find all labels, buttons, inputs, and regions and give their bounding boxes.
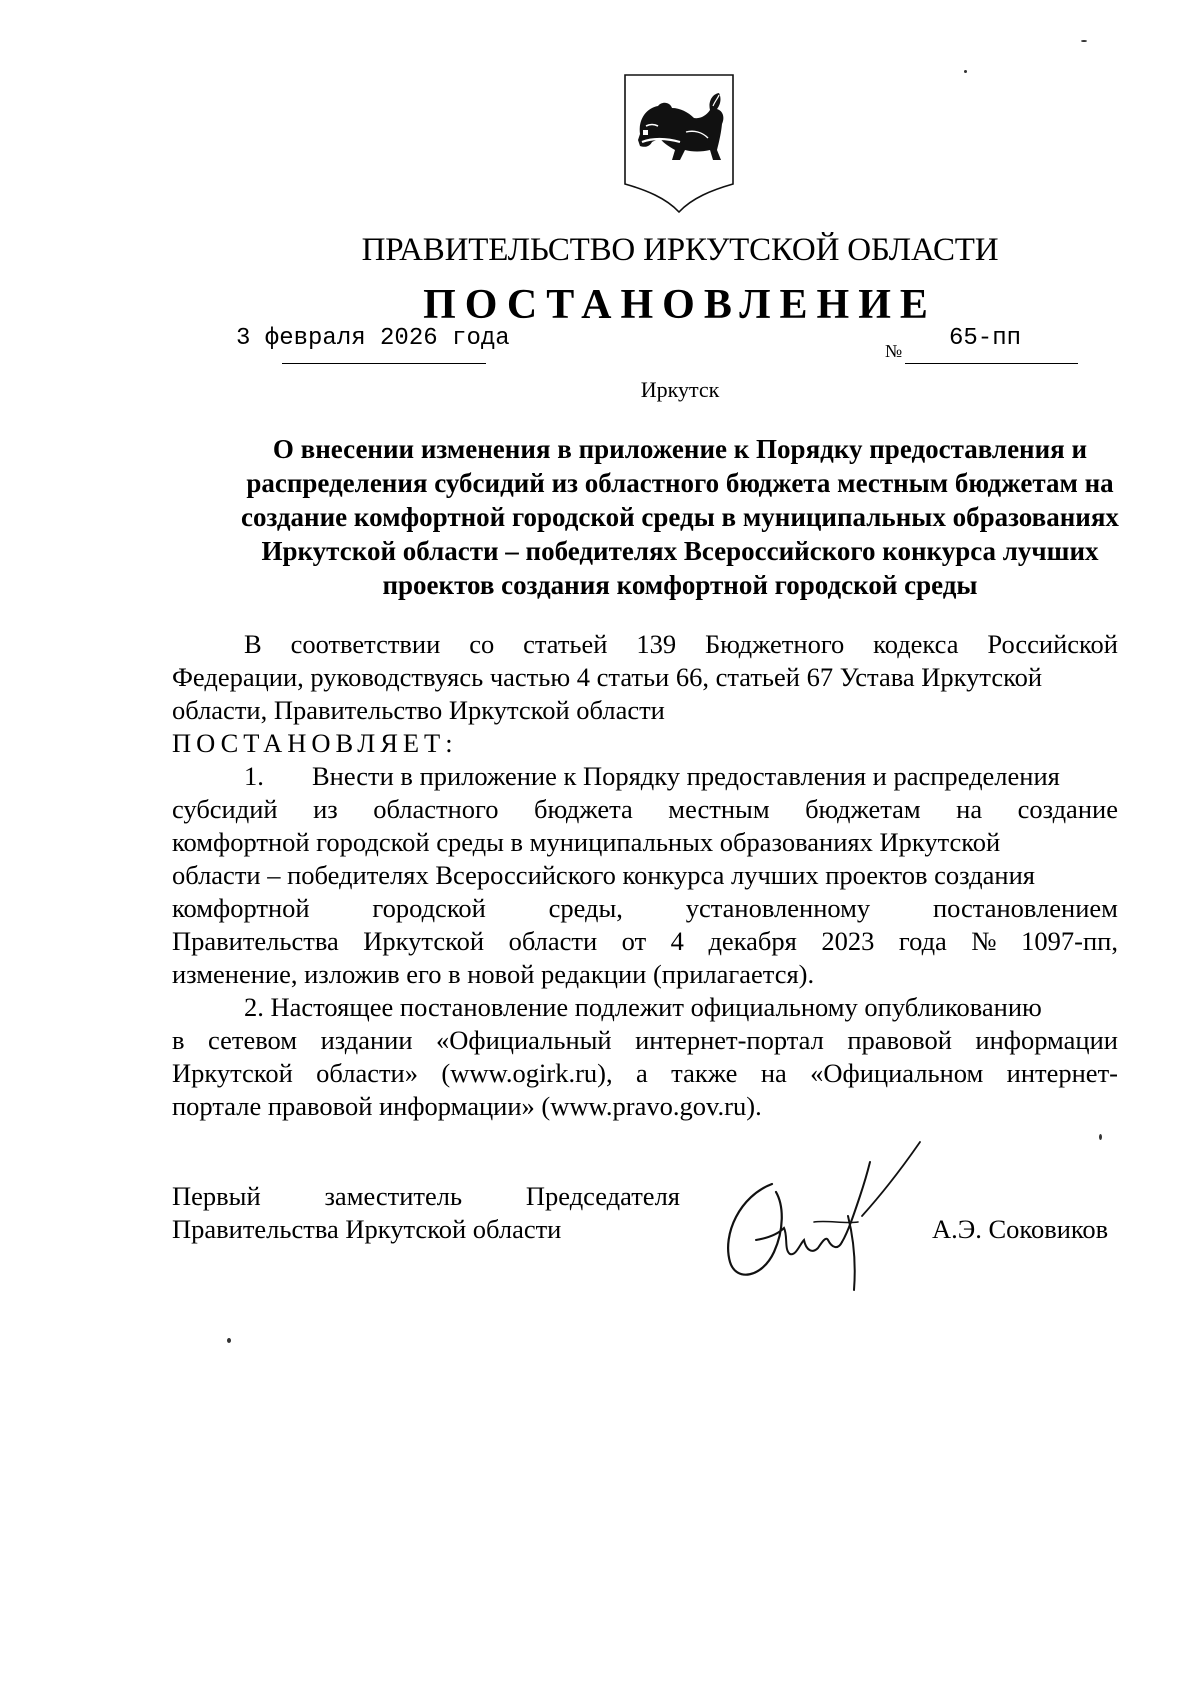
word: Первый bbox=[172, 1181, 261, 1211]
point-1-line bbox=[172, 925, 1118, 958]
word: интернет- bbox=[1006, 1058, 1118, 1088]
word: бюджета bbox=[534, 794, 633, 824]
preamble-line: области, Правительство Иркутской области bbox=[172, 695, 665, 725]
word: в bbox=[172, 1025, 185, 1055]
word: года bbox=[898, 926, 947, 956]
point-1-line: области – победителях Всероссийского конкурса лучших проектов создания bbox=[172, 860, 1035, 890]
position-line bbox=[172, 1180, 680, 1213]
word: от bbox=[621, 926, 647, 956]
word: «Официальный bbox=[436, 1025, 612, 1055]
point-2-line: портале правовой информации» (www.pravo.gov.ru). bbox=[172, 1091, 762, 1121]
heading-line: распределения субсидий из областного бюджета местным бюджетам на bbox=[246, 468, 1114, 498]
coat-of-arms-icon bbox=[622, 72, 736, 214]
word: сетевом bbox=[208, 1025, 298, 1055]
word: Правительства bbox=[172, 926, 339, 956]
word: областного bbox=[373, 794, 499, 824]
word: среды, bbox=[548, 893, 623, 923]
word: № bbox=[971, 926, 997, 956]
word: 4 bbox=[670, 926, 684, 956]
word: из bbox=[313, 794, 338, 824]
word: В bbox=[244, 629, 262, 659]
word: правовой bbox=[847, 1025, 952, 1055]
heading-line: проектов создания комфортной городской среды bbox=[382, 570, 978, 600]
word: заместитель bbox=[324, 1181, 463, 1211]
point-number: 1. bbox=[244, 761, 264, 791]
document-type-title: ПОСТАНОВЛЕНИЕ bbox=[423, 282, 937, 328]
word: создание bbox=[1017, 794, 1118, 824]
number-sign: № bbox=[885, 341, 903, 361]
word: информации bbox=[975, 1025, 1118, 1055]
point-1-text: Внести в приложение к Порядку предоставления и распределения bbox=[312, 761, 1060, 791]
preamble-line bbox=[172, 628, 1118, 661]
word: 2023 bbox=[821, 926, 875, 956]
link-text: (www.ogirk.ru), bbox=[441, 1058, 613, 1088]
issuing-authority: ПРАВИТЕЛЬСТВО ИРКУТСКОЙ ОБЛАСТИ bbox=[361, 232, 999, 268]
document-date: 3 февраля 2026 года bbox=[236, 325, 510, 352]
resolves-word: ПОСТАНОВЛЯЕТ: bbox=[172, 728, 458, 758]
word: Иркутской bbox=[363, 926, 485, 956]
document-number: 65-пп bbox=[949, 325, 1022, 352]
city: Иркутск bbox=[640, 377, 720, 402]
heading-line: Иркутской области – победителях Всероссийского конкурса лучших bbox=[261, 536, 1099, 566]
signatory-position bbox=[172, 1180, 680, 1246]
word: городской bbox=[372, 893, 486, 923]
word: на bbox=[956, 794, 983, 824]
number-underline bbox=[905, 363, 1078, 364]
document-body bbox=[172, 628, 1118, 1123]
word: «Официальном bbox=[810, 1058, 984, 1088]
heading-line: создание комфортной городской среды в муниципальных образованиях bbox=[241, 502, 1119, 532]
scan-speck bbox=[227, 1338, 231, 1343]
word: Председателя bbox=[525, 1181, 680, 1211]
word: субсидий bbox=[172, 794, 278, 824]
date-underline bbox=[282, 363, 486, 364]
word: также bbox=[671, 1058, 738, 1088]
point-1-line bbox=[172, 892, 1118, 925]
heading-line: О внесении изменения в приложение к Порядку предоставления и bbox=[272, 434, 1088, 464]
scan-speck bbox=[1081, 40, 1087, 42]
point-1-first-line bbox=[172, 760, 1118, 793]
word: а bbox=[636, 1058, 648, 1088]
word: 1097-пп, bbox=[1021, 926, 1118, 956]
word: со bbox=[469, 629, 495, 659]
word: соответствии bbox=[290, 629, 441, 659]
word: интернет-портал bbox=[635, 1025, 824, 1055]
word: области bbox=[508, 926, 598, 956]
word: Российской bbox=[987, 629, 1118, 659]
word: статьей bbox=[523, 629, 608, 659]
preamble-line: Федерации, руководствуясь частью 4 статьи 66, статьей 67 Устава Иркутской bbox=[172, 662, 1043, 692]
point-2-first-line: 2. Настоящее постановление подлежит официальному опубликованию bbox=[244, 992, 1042, 1022]
word: постановлением bbox=[932, 893, 1118, 923]
handwritten-signature-icon bbox=[714, 1140, 944, 1300]
word: комфортной bbox=[172, 893, 310, 923]
scan-speck bbox=[964, 70, 967, 73]
word: местным bbox=[668, 794, 770, 824]
scan-speck bbox=[1099, 1134, 1102, 1140]
point-1-line bbox=[172, 793, 1118, 826]
word: декабря bbox=[708, 926, 797, 956]
word: Иркутской bbox=[172, 1058, 293, 1088]
word: области» bbox=[316, 1058, 418, 1088]
point-1-line: комфортной городской среды в муниципальных образованиях Иркутской bbox=[172, 827, 1001, 857]
word: 139 bbox=[636, 629, 677, 659]
word: кодекса bbox=[873, 629, 959, 659]
signatory-name: А.Э. Соковиков bbox=[932, 1214, 1109, 1244]
point-2-line bbox=[172, 1024, 1118, 1057]
position-line: Правительства Иркутской области bbox=[172, 1214, 562, 1244]
word: бюджетам bbox=[805, 794, 921, 824]
word: на bbox=[760, 1058, 787, 1088]
word: издании bbox=[320, 1025, 413, 1055]
word: Бюджетного bbox=[704, 629, 845, 659]
point-2-line bbox=[172, 1057, 1118, 1090]
document-heading bbox=[170, 432, 1190, 602]
word: установленному bbox=[685, 893, 871, 923]
point-1-line: изменение, изложив его в новой редакции (прилагается). bbox=[172, 959, 815, 989]
